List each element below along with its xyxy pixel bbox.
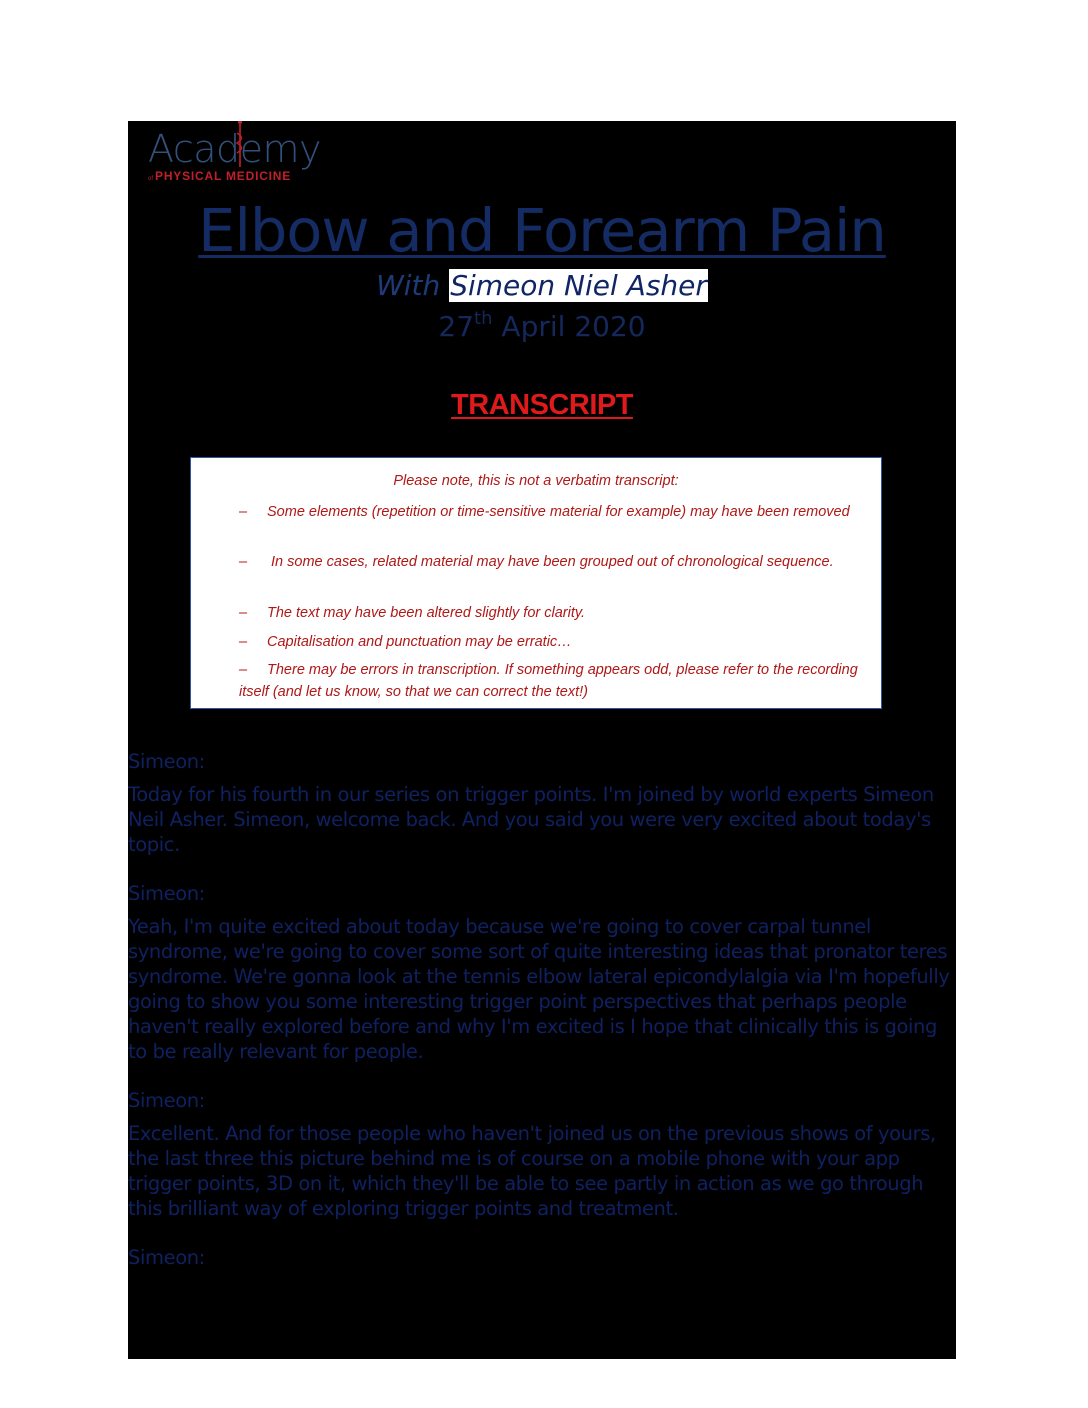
presenter-name: Simeon Niel Asher: [450, 269, 707, 302]
transcript-heading: TRANSCRIPT: [451, 389, 633, 421]
speaker-label: Simeon:: [128, 1089, 205, 1112]
notice-item: – The text may have been altered slightly for clarity.: [239, 605, 586, 621]
disclaimer-notice-box: [190, 457, 882, 709]
speaker-label: Simeon:: [128, 750, 205, 773]
document-page: [128, 121, 956, 1359]
byline-with: With: [376, 269, 441, 302]
notice-item: – Capitalisation and punctuation may be erratic…: [239, 634, 572, 650]
transcript-paragraph: Today for his fourth in our series on trigger points. I'm joined by world experts Simeon Neil Asher. Simeon, welcome back. And you said you were very excited about today's topic.: [128, 783, 934, 856]
notice-item: – Some elements (repetition or time-sensitive material for example) may have been removed: [239, 504, 850, 520]
speaker-label: Simeon:: [128, 1246, 205, 1269]
notice-item: – There may be errors in transcription. If something appears odd, please refer to the recording itself (and let us know, so that we can correct the text!): [239, 662, 858, 700]
session-date: 27th April 2020: [438, 308, 646, 343]
caduceus-icon: [235, 121, 245, 169]
logo-subtitle: of PHYSICAL MEDICINE: [148, 169, 292, 183]
presenter-byline: [128, 267, 956, 305]
notice-item: – In some cases, related material may have been grouped out of chronological sequence.: [239, 554, 834, 570]
document-title: Elbow and Forearm Pain: [198, 196, 886, 265]
speaker-label: Simeon:: [128, 882, 205, 905]
academy-logo: [148, 125, 338, 185]
transcript-paragraph: Yeah, I'm quite excited about today because we're going to cover carpal tunnel syndrome, we're going to cover some sort of quite interesting ideas that pronator teres syndrome. We're gonna look at the tennis elbow lateral epicondylalgia via I'm hopefully going to show you some interesting trigger point perspectives that perhaps people haven't really explored before and why I'm excited is I hope that clinically this is going to be really relevant for people.: [128, 915, 950, 1063]
notice-heading: Please note, this is not a verbatim transcript:: [393, 473, 679, 489]
transcript-paragraph: Excellent. And for those people who haven't joined us on the previous shows of yours, the last three this picture behind me is of course on a mobile phone with your app trigger points, 3D on it, which they'll be able to see partly in action as we go through this brilliant way of exploring trigger points and treatment.: [128, 1122, 936, 1220]
logo-wordmark: Academy: [148, 127, 322, 171]
